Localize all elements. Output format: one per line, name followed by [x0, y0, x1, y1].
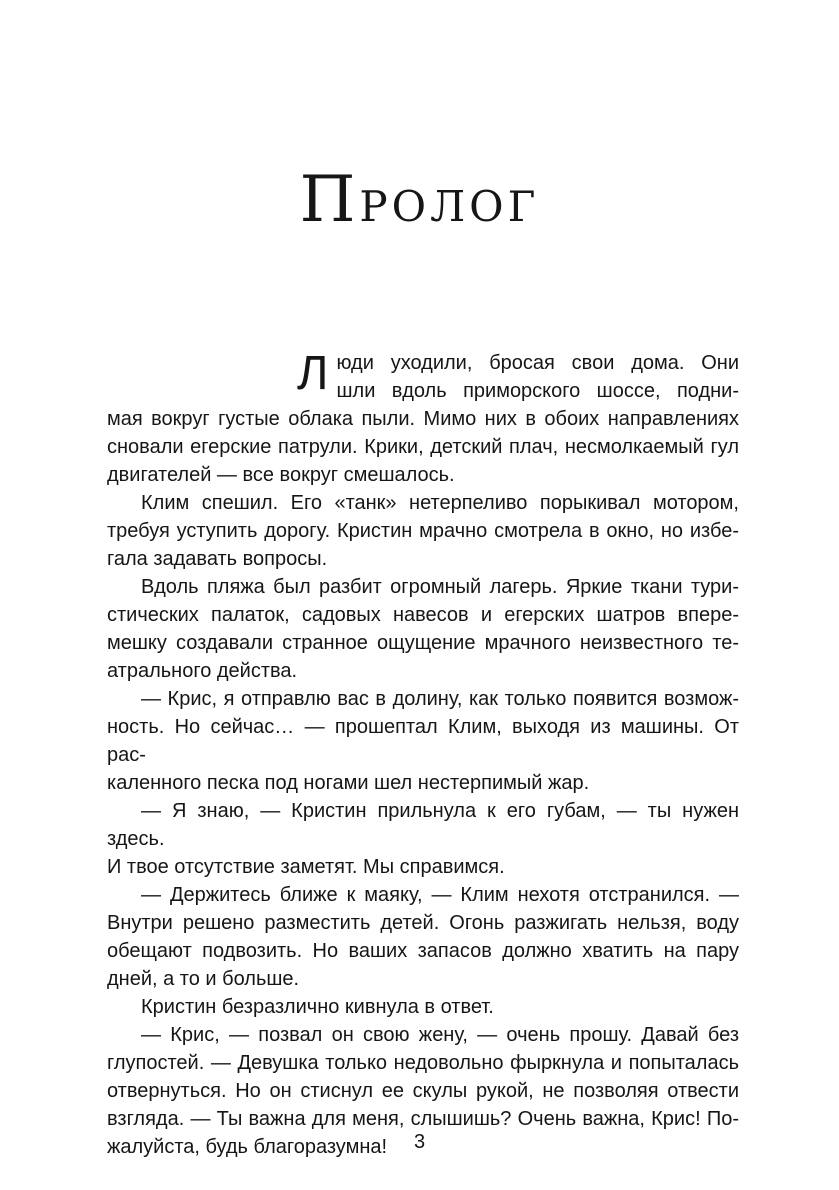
- text-line: гала задавать вопросы.: [107, 548, 328, 570]
- paragraph: [107, 993, 739, 1021]
- text-block: [107, 349, 739, 1161]
- text-line: отвернуться. Но он стиснул ее скулы рукой, не позволяя отвести: [107, 1080, 739, 1102]
- chapter-title-initial: П: [299, 163, 360, 237]
- text-line: глупостей. — Девушка только недовольно фыркнула и попыталась: [107, 1052, 739, 1074]
- text-line: двигателей — все вокруг смешалось.: [107, 464, 455, 486]
- text-line: шли вдоль приморского шоссе, подни-: [336, 380, 739, 402]
- paragraph: [107, 685, 739, 797]
- text-line: требуя уступить дорогу. Кристин мрачно смотрела в окно, но избе-: [107, 520, 739, 542]
- paragraph: [107, 573, 739, 685]
- text-line: Кристин безразлично кивнула в ответ.: [141, 996, 494, 1018]
- dropcap-letter: Л: [297, 347, 329, 400]
- paragraph: [107, 489, 739, 573]
- text-line: каленного песка под ногами шел нестерпимый жар.: [107, 772, 590, 794]
- paragraph: [107, 881, 739, 993]
- chapter-title: [0, 163, 839, 237]
- text-line: Клим спешил. Его «танк» нетерпеливо порыкивал мотором,: [141, 492, 739, 514]
- text-line: мая вокруг густые облака пыли. Мимо них в обоих направлениях: [107, 408, 739, 430]
- text-line: обещают подвозить. Но ваших запасов должно хватить на пару: [107, 940, 739, 962]
- chapter-title-rest: РОЛОГ: [359, 182, 540, 231]
- text-line: юди уходили, бросая свои дома. Они: [336, 352, 739, 374]
- text-line: — Держитесь ближе к маяку, — Клим нехотя отстранился. —: [141, 884, 739, 906]
- text-line: — Крис, — позвал он свою жену, — очень прошу. Давай без: [141, 1024, 739, 1046]
- text-line: — Крис, я отправлю вас в долину, как только появится возмож-: [141, 688, 739, 710]
- text-line: мешку создавали странное ощущение мрачного неизвестного те-: [107, 632, 739, 654]
- paragraph: [107, 797, 739, 881]
- text-line: ность. Но сейчас… — прошептал Клим, выходя из машины. От рас-: [107, 716, 739, 766]
- text-line: Внутри решено разместить детей. Огонь разжигать нельзя, воду: [107, 912, 739, 934]
- page-number: 3: [413, 1131, 426, 1153]
- text-line: сновали егерские патрули. Крики, детский плач, несмолкаемый гул: [107, 436, 739, 458]
- text-line: Вдоль пляжа был разбит огромный лагерь. Яркие ткани тури-: [141, 576, 739, 598]
- text-line: — Я знаю, — Кристин прильнула к его губам, — ты нужен здесь.: [107, 800, 739, 850]
- text-line: И твое отсутствие заметят. Мы справимся.: [107, 856, 505, 878]
- text-line: стических палаток, садовых навесов и егерских шатров впере-: [107, 604, 739, 626]
- text-line: жалуйста, будь благоразумна!: [107, 1136, 388, 1158]
- text-line: дней, а то и больше.: [107, 968, 300, 990]
- paragraph: [107, 349, 739, 489]
- text-line: взгляда. — Ты важна для меня, слышишь? Очень важна, Крис! По-: [107, 1108, 739, 1130]
- text-line: атрального действа.: [107, 660, 298, 682]
